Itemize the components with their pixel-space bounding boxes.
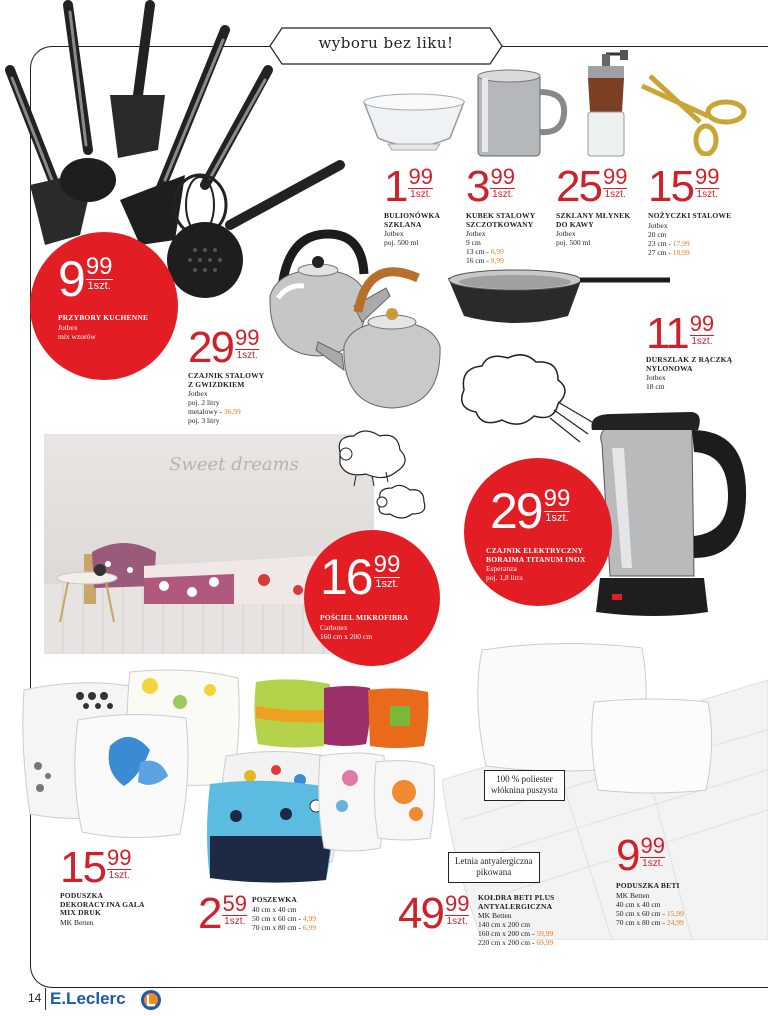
size-label: 70 cm x 80 cm - xyxy=(616,917,667,927)
product-detail: 9 cm xyxy=(466,238,481,248)
price-cents: 99 xyxy=(444,891,470,916)
size-label: 70 cm x 80 cm - xyxy=(252,922,303,932)
product-name: NOŻYCZKI STALOWE xyxy=(648,211,732,220)
size-price-line xyxy=(466,247,535,256)
size-label: 13 cm - xyxy=(466,247,491,257)
product-detail: poj. 2 litry xyxy=(188,398,220,408)
price-cents: 99 xyxy=(490,164,515,189)
product-name-line2: NYLONOWA xyxy=(646,363,693,373)
grinder-info xyxy=(556,212,630,247)
price-unit: 1szt. xyxy=(446,916,468,928)
product-brand: MK Betten xyxy=(616,890,650,900)
tag-line: Letnia antyalergiczna xyxy=(455,856,533,866)
scissors-price xyxy=(648,162,720,211)
product-name-line2: SZKLANA xyxy=(384,219,422,229)
product-name-line2: ANTYALERGICZNA xyxy=(478,901,553,911)
scissors-info xyxy=(648,212,731,257)
price-cents: 99 xyxy=(640,833,665,858)
product-name: KOŁDRA BETI PLUS xyxy=(478,893,555,902)
product-name: PRZYBORY KUCHENNE xyxy=(58,313,149,322)
price-integer: 25 xyxy=(556,162,601,211)
utensils-price xyxy=(58,251,113,307)
size-label: 27 cm - xyxy=(648,247,673,257)
size-price: 17,99 xyxy=(672,238,690,248)
size-price-line xyxy=(616,918,684,927)
size-label: 220 cm x 200 cm - xyxy=(478,938,537,948)
steel-mug-image xyxy=(470,68,570,160)
price-integer: 2 xyxy=(198,889,221,938)
price-unit: 1szt. xyxy=(545,512,569,525)
product-detail: mix wzorów xyxy=(58,331,96,341)
size-price-line xyxy=(466,256,535,265)
product-detail: poj. 1,8 litra xyxy=(486,573,523,583)
price-cents: 59 xyxy=(222,891,247,916)
product-name: CZAJNIK ELEKTRYCZNY xyxy=(486,546,584,555)
product-detail: poj. 500 ml xyxy=(384,238,419,248)
size-price: 15,99 xyxy=(666,908,684,918)
price-cents: 99 xyxy=(408,164,433,189)
size-price-line xyxy=(648,248,731,257)
brand-logo-text: E.Leclerc xyxy=(50,989,126,1008)
size-price: 6,99 xyxy=(490,247,504,257)
price-unit: 1szt. xyxy=(410,189,432,201)
bowl-price xyxy=(384,162,433,211)
product-brand: Jotbex xyxy=(188,389,208,399)
price-unit: 1szt. xyxy=(87,280,111,293)
size-price: 24,99 xyxy=(666,917,684,927)
price-cents: 99 xyxy=(106,845,132,870)
duvet-tag xyxy=(448,852,540,883)
utensils-info xyxy=(58,314,148,341)
price-unit: 1szt. xyxy=(236,350,258,362)
price-integer: 29 xyxy=(490,483,542,539)
price-integer: 9 xyxy=(58,251,84,307)
size-price-line xyxy=(478,938,555,947)
price-unit: 1szt. xyxy=(492,189,514,201)
product-brand: Jotbex xyxy=(466,229,486,239)
price-cents: 99 xyxy=(689,311,715,336)
product-brand: Jotbex xyxy=(58,322,78,332)
product-brand: Carbotex xyxy=(320,622,348,632)
pillow-beti-price xyxy=(616,831,665,880)
price-integer: 15 xyxy=(60,843,105,892)
product-detail: 18 cm xyxy=(646,382,665,392)
page-number: 14 xyxy=(28,991,42,1005)
sheep-doodle xyxy=(326,428,436,528)
price-cents: 99 xyxy=(85,253,113,280)
price-integer: 29 xyxy=(188,323,233,372)
product-name-line2: DO KAWY xyxy=(556,219,594,229)
price-integer: 9 xyxy=(616,831,639,880)
banner-title: wyboru bez liku! xyxy=(318,34,454,52)
kettle-price xyxy=(188,323,260,372)
side-table-illustration xyxy=(52,564,122,624)
mug-info xyxy=(466,212,535,265)
product-name: SZKLANY MŁYNEK xyxy=(556,211,631,220)
colander-info xyxy=(646,356,732,391)
size-label: 50 cm x 60 cm - xyxy=(252,913,303,923)
product-brand: Jotbex xyxy=(384,229,404,239)
pillowcase-info xyxy=(252,896,316,932)
product-detail: 40 cm x 40 cm xyxy=(252,904,297,914)
size-price-line xyxy=(616,909,684,918)
size-price: 4,99 xyxy=(302,913,316,923)
tag-line: pikowana xyxy=(476,867,512,878)
brand-logo-icon xyxy=(140,989,162,1011)
product-name: BULIONÓWKA xyxy=(384,211,441,220)
price-cents: 99 xyxy=(543,485,571,512)
size-price: 6,99 xyxy=(302,922,316,932)
product-brand: MK Betten xyxy=(478,911,512,921)
product-brand: MK Betten xyxy=(60,917,94,927)
price-integer: 1 xyxy=(384,162,407,211)
product-name-line2: SZCZOTKOWANY xyxy=(466,219,534,229)
wall-decal-text: Sweet dreams xyxy=(169,454,299,475)
product-name: POŚCIEL MIKROFIBRA xyxy=(320,613,409,622)
price-integer: 11 xyxy=(646,309,688,358)
price-integer: 3 xyxy=(466,162,489,211)
size-price: 36,99 xyxy=(223,407,241,417)
price-integer: 49 xyxy=(398,889,443,938)
pillow-gala-price xyxy=(60,843,132,892)
product-name-line3: MIX DRUK xyxy=(60,908,101,918)
size-label: 160 cm x 200 cm - xyxy=(478,929,537,939)
product-brand: Esperanza xyxy=(486,564,517,574)
duvet-price xyxy=(398,889,470,938)
size-price: 9,99 xyxy=(490,256,504,266)
product-brand: Jotbex xyxy=(648,220,668,230)
price-unit: 1szt. xyxy=(375,578,399,591)
grinder-price xyxy=(556,162,628,211)
price-unit: 1szt. xyxy=(642,858,664,870)
size-price-line xyxy=(188,407,264,416)
price-unit: 1szt. xyxy=(691,336,713,348)
mug-price xyxy=(466,162,515,211)
product-name: PODUSZKA BETI xyxy=(616,881,680,890)
electric-kettle-info xyxy=(486,547,586,582)
price-unit: 1szt. xyxy=(224,916,246,928)
product-detail: poj. 500 ml xyxy=(556,238,591,248)
tag-line: 100 % poliester xyxy=(496,774,553,784)
size-label: 50 cm x 60 cm - xyxy=(616,908,667,918)
price-unit: 1szt. xyxy=(604,189,626,201)
product-brand: Jotbex xyxy=(646,373,666,383)
filler-tag xyxy=(484,770,565,801)
scissors-image xyxy=(636,72,750,156)
price-cents: 99 xyxy=(694,164,720,189)
product-name: PODUSZKA xyxy=(60,891,104,900)
size-price-line xyxy=(648,239,731,248)
bedding-info xyxy=(320,614,408,641)
product-name-line2: DEKORACYJNA GALA xyxy=(60,899,145,909)
size-price-line xyxy=(252,914,316,923)
price-cents: 99 xyxy=(373,551,401,578)
product-name-line2: Z GWIZDKIEM xyxy=(188,379,245,389)
product-detail: 20 cm xyxy=(648,229,667,239)
glass-bowl-image xyxy=(358,88,470,158)
price-integer: 15 xyxy=(648,162,693,211)
coffee-grinder-image xyxy=(580,50,632,160)
product-name: KUBEK STALOWY xyxy=(466,211,536,220)
colander-image xyxy=(444,266,674,328)
product-name: DURSZLAK Z RĄCZKĄ xyxy=(646,355,733,364)
size-price: 18,99 xyxy=(672,247,690,257)
tag-line: włóknina puszysta xyxy=(491,785,558,796)
product-detail: 140 cm x 200 cm xyxy=(478,920,531,930)
pillow-beti-info xyxy=(616,882,684,927)
size-price-line xyxy=(252,923,316,932)
bedding-price xyxy=(320,549,401,605)
size-label: metalowy - xyxy=(188,407,224,417)
product-detail: 160 cm x 200 cm xyxy=(320,631,373,641)
product-name-line2: BORAIMA TITANUM INOX xyxy=(486,554,586,564)
colander-price xyxy=(646,309,715,358)
kettle-info xyxy=(188,372,264,425)
whistling-kettle-image xyxy=(258,226,454,412)
duvet-info xyxy=(478,894,555,947)
product-name: POSZEWKA xyxy=(252,895,297,904)
electric-kettle-price xyxy=(490,483,571,539)
product-brand: Jotbex xyxy=(556,229,576,239)
size-label: 23 cm - xyxy=(648,238,673,248)
footer-divider xyxy=(45,988,46,1010)
price-cents: 99 xyxy=(602,164,628,189)
product-detail: poj. 3 litry xyxy=(188,416,220,426)
size-price-line xyxy=(478,929,555,938)
steam-cloud-doodle xyxy=(454,350,594,450)
price-unit: 1szt. xyxy=(108,870,130,882)
size-price: 59,99 xyxy=(536,929,554,939)
size-label: 16 cm - xyxy=(466,256,491,266)
size-price: 69,99 xyxy=(536,938,554,948)
pillow-gala-info xyxy=(60,892,145,927)
product-name: CZAJNIK STALOWY xyxy=(188,371,265,380)
product-detail: 40 cm x 40 cm xyxy=(616,899,661,909)
price-cents: 99 xyxy=(234,325,260,350)
price-integer: 16 xyxy=(320,549,372,605)
pillowcase-price xyxy=(198,889,247,938)
price-unit: 1szt. xyxy=(696,189,718,201)
